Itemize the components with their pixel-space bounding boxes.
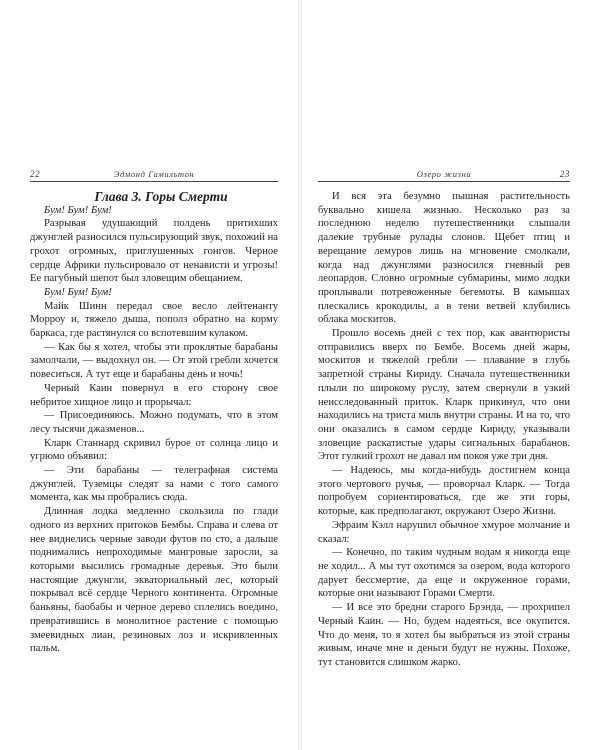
paragraph: И вся эта безумно пышная растительность буквально кишела жизнью. Несколько раз за последнюю неделю путешественники слышали далекие трубные рулады слонов. Щебет птиц и верещание лемуров лишь на мгновение смолкали, когда над джунглями разносился гневный рев леопардов. Словно огромные субмарины, мимо лодки проплывали потревоженные бегемоты. В камышах плескались крокодилы, а в тени ветвей клубились облака москитов. <box>318 191 570 326</box>
paragraph: — Надеюсь, мы когда-нибудь достигнем конца этого чертового ручья, — проворчал Кларк. — Тогда попробуем сориентироваться, где же эти горы, которые, как предполагают, окружают Озеро Жизни. <box>318 465 570 518</box>
right-page-body <box>318 190 570 670</box>
paragraph: Эфраим Кэлл нарушил обычное хмурое молчание и сказал: <box>318 519 570 545</box>
paragraph: — Эти барабаны — телеграфная система джунглей. Туземцы следят за нами с того самого момента, как мы пробрались сюда. <box>30 465 278 504</box>
paragraph: — И все это бредни старого Брэнда, — прохрипел Черный Каин. — Но, будем надеяться, все окупится. Что до меня, то я хотел бы выбраться из этой страны живым, иначе мне и деньги будут не нужны. Похоже, тут становится слишком жарко. <box>318 602 570 668</box>
chapter-title: Глава 3. Горы Смерти <box>94 189 228 204</box>
paragraph: Черный Каин повернул в его сторону свое небритое хищное лицо и прорычал: <box>30 382 278 408</box>
running-head-title: Озеро жизни <box>416 169 472 179</box>
header-rule <box>30 181 278 182</box>
paragraph: Прошло восемь дней с тех пор, как авантюристы отправились вверх по Бембе. Восемь дней жары, москитов и тяжелой гребли — плавание в глубь запретной страны Кириду. Сначала путешественники плыли по широкому руслу, затем свернули в узкий неисследованный приток. Кларк прикинул, что они находились на триста миль внутри страны. И на то, что они оказались в самом сердце Кириду, указывали зловещие раскатистые удары сигнальных барабанов. Этот гулкий грохот не давал им покоя уже три дня. <box>318 328 570 463</box>
paragraph: — Присоединяюсь. Можно подумать, что в этом лесу тысячи джазменов... <box>30 410 278 435</box>
paragraph: Бум! Бум! Бум! <box>44 286 112 298</box>
paragraph: — Конечно, по таким чудным водам я никогда еще не ходил... А мы тут охотимся за озером, вода которого дарует бессмертие, да еще и окруженное горами, которые они называют Горами Смерти. <box>318 547 570 600</box>
paragraph: — Как бы я хотел, чтобы эти проклятые барабаны замолчали, — выдохнул он. — От этой гребли хочется повеситься. А тут еще и барабаны день и ночь! <box>30 341 278 381</box>
page-number: 23 <box>559 169 570 179</box>
paragraph: Разрывая удушающий полдень притихших джунглей разносился пульсирующий звук, похожий на грохот огромных, приглушенных гонгов. Черное сердце Африки пульсировало от ненависти и угрозы! Ее пагубный шепот был зловещим обещанием. <box>30 218 278 285</box>
header-rule <box>318 181 570 182</box>
page-number: 22 <box>30 169 41 179</box>
paragraph: Бум! Бум! Бум! <box>44 204 112 216</box>
left-page-body <box>30 190 278 656</box>
paragraph: Длинная лодка медленно скользила по глади одного из верхних притоков Бембы. Справа и слева от нее виднелись черные заводи футов по сто, а дальше поднимались непроходимые мангровые заросли, за которыми высились громадные деревья. Это были настоящие джунгли, экваториальный лес, который покрывал всё сердце Черного континента. Огромные баньяны, баобабы и черное дерево сплелись воедино, превратившись в монолитное растение с помощью змеевидных лиан, резиновых лоз и искривленных пальм. <box>30 506 278 655</box>
right-page <box>300 0 600 750</box>
paragraph: Кларк Станнард скривил бурое от солнца лицо и угрюмо объявил: <box>30 437 278 463</box>
right-page-header <box>318 168 570 182</box>
paragraph: Майк Шинн передал свое весло лейтенанту Морроу и, тяжело дыша, пополз обратно на корму баркаса, где растянулся со вспотевшим кулаком. <box>30 300 278 340</box>
left-page-header <box>30 168 278 182</box>
running-head-author: Эдмонд Гамильтон <box>113 169 195 179</box>
